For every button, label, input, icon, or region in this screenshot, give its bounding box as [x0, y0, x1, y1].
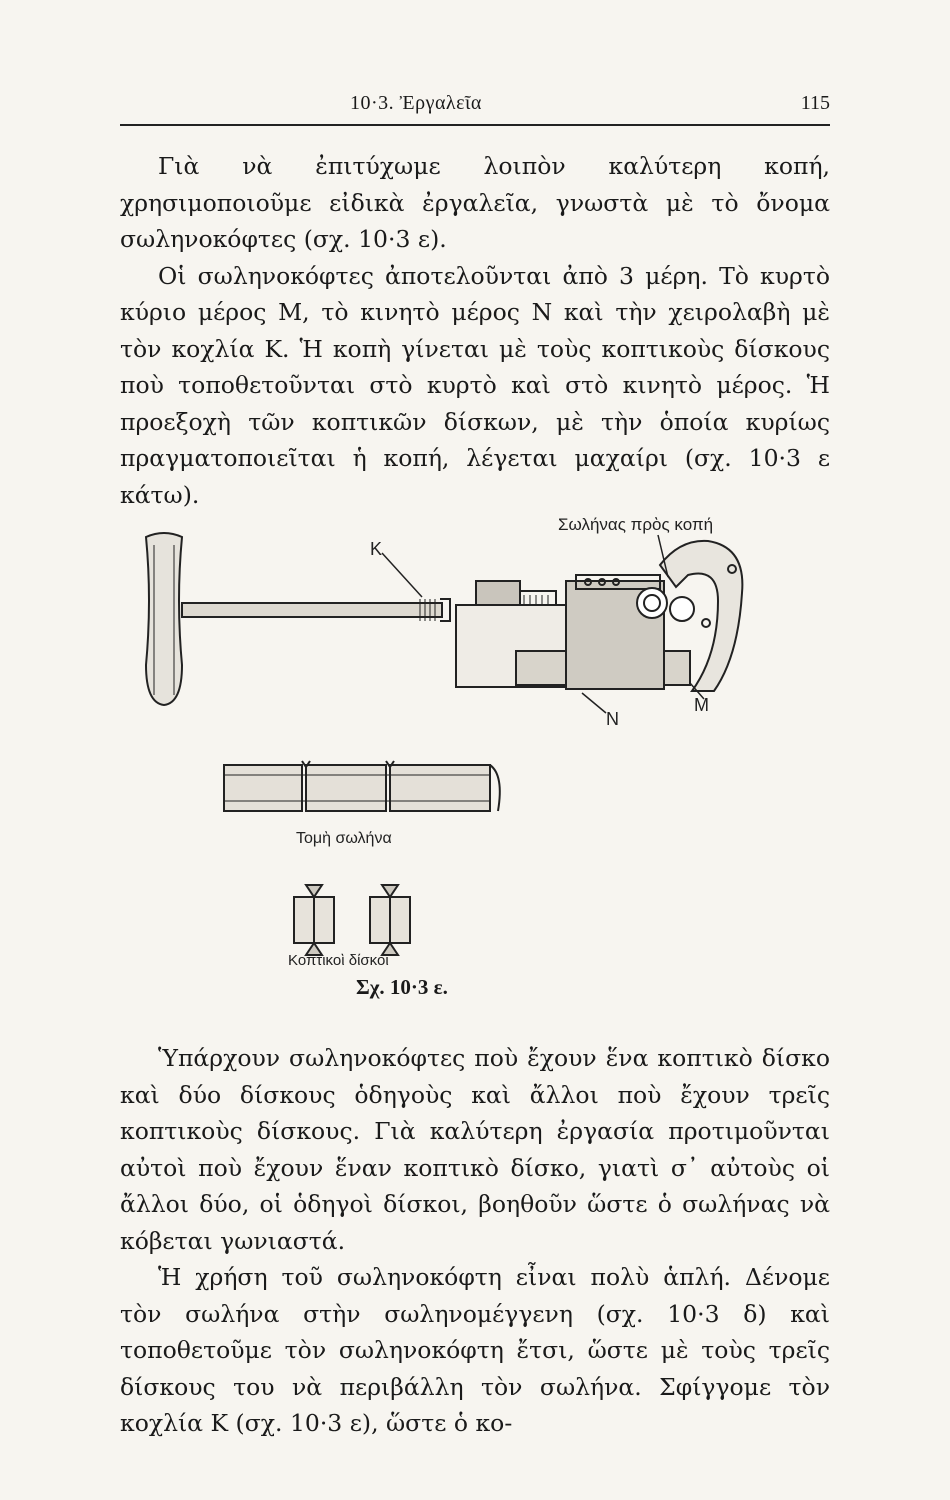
- page-header: [220, 88, 830, 128]
- paragraph: Ἡ χρήση τοῦ σωληνοκόφτη εἶναι πολὺ ἁπλή. Δένομε τὸν σωλήνα στὴν σωληνομέγγενη (σχ. 10·3 δ) καὶ τοποθετοῦμε τὸν σωληνοκόφτη ἔτσι, ὥστε μὲ τοὺς τρεῖς δίσκους του νὰ περιβάλλη τὸν σωλήνα. Σφίγγομε τὸν κοχλία Κ (σχ. 10·3 ε), ὥστε ὁ κο-: [120, 1263, 830, 1437]
- paragraph: Ὑπάρχουν σωληνοκόφτες ποὺ ἔχουν ἕνα κοπτικὸ δίσκο καὶ δύο δίσκους ὁδηγοὺς καὶ ἄλλοι ποὺ ἔχουν τρεῖς κοπτικοὺς δίσκους. Γιὰ καλύτερη ἐργασία προτιμοῦνται αὐτοὶ ποὺ ἔχουν ἕναν κοπτικὸ δίσκο, γιατὶ σ᾽ αὐτοὺς οἱ ἄλλοι δύο, οἱ ὁδηγοὶ δίσκοι, βοηθοῦν ὥστε ὁ σωλήνας νὰ κόβεται γωνιαστά.: [120, 1044, 830, 1255]
- figure-pipe-cutter: [120, 505, 840, 1015]
- page-number: 115: [800, 92, 830, 114]
- label-pipe-section: Τομὴ σωλήνα: [296, 830, 392, 847]
- label-pipe-for-cutting: Σωλήνας πρὸς κοπή: [558, 515, 714, 534]
- paragraph: Γιὰ νὰ ἐπιτύχωμε λοιπὸν καλύτερη κοπή, χρησιμοποιοῦμε εἰδικὰ ἐργαλεῖα, γνωστὰ μὲ τὸ ὄνομα σωληνοκόφτες (σχ. 10·3 ε).: [120, 152, 830, 253]
- header-rule: [120, 124, 830, 126]
- label-screw-k: Κ: [370, 539, 383, 559]
- label-moving-part-n: Ν: [606, 709, 619, 729]
- body-text-bottom: [120, 1040, 830, 1442]
- pipe-cutter-illustration: [120, 505, 840, 1015]
- body-text-top: [120, 148, 830, 513]
- figure-caption: Σχ. 10·3 ε.: [356, 975, 448, 999]
- label-main-part-m: Μ: [694, 695, 709, 715]
- paragraph: Οἱ σωληνοκόφτες ἀποτελοῦνται ἀπὸ 3 μέρη. Τὸ κυρτὸ κύριο μέρος Μ, τὸ κινητὸ μέρος Ν καὶ τὴν χειρολαβὴ μὲ τὸν κοχλία Κ. Ἡ κοπὴ γίνεται μὲ τοὺς κοπτικοὺς δίσκους ποὺ τοποθετοῦνται στὸ κυρτὸ καὶ στὸ κινητὸ μέρος. Ἡ προεξοχὴ τῶν κοπτικῶν δίσκων, μὲ τὴν ὁποία κυρίως πραγματοποιεῖται ἡ κοπή, λέγεται μαχαίρι (σχ. 10·3 ε κάτω).: [120, 261, 830, 509]
- running-head: 10·3. Ἐργαλεῖα: [350, 92, 482, 114]
- label-cutting-discs: Κοπτικοὶ δίσκοι: [288, 952, 389, 969]
